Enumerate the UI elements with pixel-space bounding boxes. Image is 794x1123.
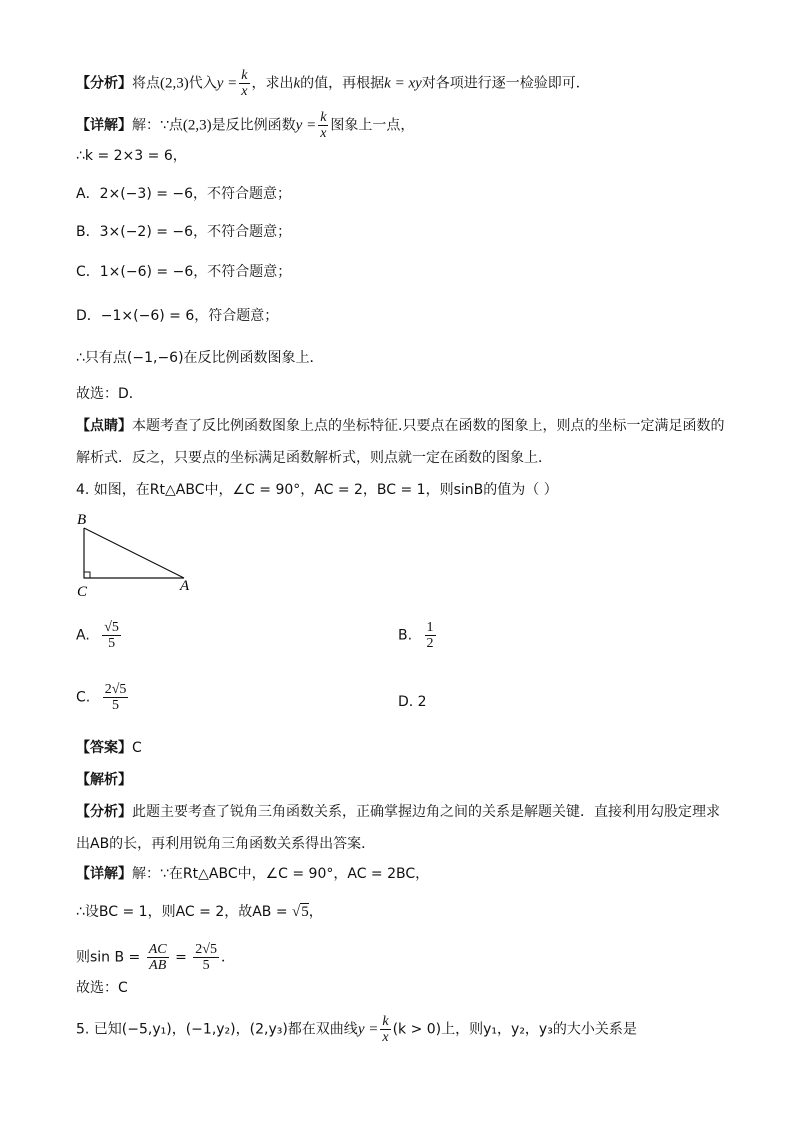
text: 是反比例函数 xyxy=(211,117,296,134)
analysis-tag: 【分析】 xyxy=(76,75,132,92)
math: (2,3) xyxy=(182,117,212,134)
denominator: 2 xyxy=(426,636,434,651)
numerator: k xyxy=(382,1014,389,1029)
option-c-check: C．1×(−6) = −6，不符合题意； xyxy=(76,264,292,280)
fraction xyxy=(193,942,219,973)
comment-line-1 xyxy=(76,416,724,436)
option-label: B. xyxy=(398,627,413,644)
answer-choice-line: 故选：D． xyxy=(76,386,143,402)
math: k xyxy=(293,75,301,92)
text: ， xyxy=(308,904,323,920)
fraction xyxy=(318,110,328,141)
right-angle-marker xyxy=(84,572,90,578)
comment-line-2: 解析式．反之，只要点的坐标满足函数解析式，则点就一定在函数的图象上． xyxy=(76,450,552,466)
text: 本题考查了反比例函数图象上点的坐标特征.只要点在函数的图象上，则点的坐标一定满足函数的 xyxy=(132,418,725,434)
denominator: 5 xyxy=(108,636,116,651)
detail-2-line-1 xyxy=(76,864,429,884)
answer-value: C xyxy=(132,740,142,756)
text: 则sin B = xyxy=(76,949,145,966)
sqrt-5: √5 xyxy=(292,904,309,920)
fraction xyxy=(147,942,169,973)
numerator: 2√5 xyxy=(195,942,217,957)
text: 将点 xyxy=(132,75,160,92)
label-a: A xyxy=(180,578,190,594)
denominator: 5 xyxy=(112,698,120,713)
label-b: B xyxy=(77,512,87,528)
option-b[interactable] xyxy=(398,620,438,651)
choose-c-line: 故选：C xyxy=(76,980,128,996)
text: 的值，再根据 xyxy=(300,75,385,92)
detail-2-line-3 xyxy=(76,942,235,973)
detail-tag: 【详解】 xyxy=(76,866,132,882)
math: k = xy xyxy=(384,75,422,92)
detail-2-line-2 xyxy=(76,902,323,922)
text: ． xyxy=(220,949,235,966)
analysis-tag: 【分析】 xyxy=(76,804,132,820)
fraction xyxy=(425,620,436,651)
numerator: k xyxy=(241,68,248,83)
numerator: √5 xyxy=(104,620,119,635)
k-value-line: ∴k = 2×3 = 6， xyxy=(76,148,187,164)
conclusion-line: ∴只有点(−1,−6)在反比例函数图象上． xyxy=(76,350,324,366)
answer-line xyxy=(76,738,142,758)
comment-tag: 【点睛】 xyxy=(76,418,132,434)
fraction xyxy=(380,1014,390,1045)
detail-line xyxy=(76,110,414,141)
option-b-check: B．3×(−2) = −6，不符合题意； xyxy=(76,224,292,240)
denominator: x xyxy=(320,126,327,141)
math: y = xyxy=(295,117,317,134)
math: y = xyxy=(216,75,238,92)
fraction xyxy=(102,620,121,651)
text: = xyxy=(170,949,192,966)
detail-tag: 【详解】 xyxy=(76,117,132,134)
label-c: C xyxy=(77,584,88,600)
explanation-tag: 【解析】 xyxy=(76,772,132,788)
option-c[interactable] xyxy=(76,682,130,713)
text: 此题主要考查了锐角三角函数关系，正确掌握边角之间的关系是解题关键．直接利用勾股定理求 xyxy=(132,804,720,820)
text: 解：∵在Rt△ABC中，∠C = 90°，AC = 2BC， xyxy=(132,866,430,882)
analysis-2-line-2: 出AB的长，再利用锐角三角函数关系得出答案． xyxy=(76,836,376,852)
fraction xyxy=(103,682,129,713)
text: (k > 0)上，则y₁，y₂，y₃的大小关系是 xyxy=(392,1021,637,1038)
answer-tag: 【答案】 xyxy=(76,740,132,756)
text: ∴设BC = 1，则AC = 2，故AB = xyxy=(76,904,293,920)
question-5 xyxy=(76,1014,637,1045)
text: 对各项进行逐一检验即可． xyxy=(421,75,590,92)
fraction xyxy=(239,68,249,99)
question-4: 4. 如图，在Rt△ABC中，∠C = 90°，AC = 2，BC = 1，则sinB的值为（ ） xyxy=(76,482,558,498)
denominator: x xyxy=(382,1030,389,1045)
analysis-2-line-1 xyxy=(76,802,720,822)
option-d-check: D．−1×(−6) = 6，符合题意； xyxy=(76,308,279,324)
option-d[interactable]: D. 2 xyxy=(398,694,427,710)
numerator: AC xyxy=(148,942,167,957)
numerator: 1 xyxy=(426,620,434,635)
numerator: 2√5 xyxy=(104,682,127,697)
analysis-line xyxy=(76,68,590,99)
text: 解：∵点 xyxy=(132,117,183,134)
denominator: x xyxy=(241,84,248,99)
text: 图象上一点， xyxy=(330,117,415,134)
option-label: A. xyxy=(76,627,90,644)
text: 5. 已知(−5,y₁)，(−1,y₂)，(2,y₃)都在双曲线 xyxy=(76,1021,358,1038)
option-a[interactable] xyxy=(76,620,123,651)
option-a-check: A．2×(−3) = −6，不符合题意； xyxy=(76,186,292,202)
text: 代入 xyxy=(188,75,217,92)
denominator: AB xyxy=(149,958,167,973)
option-label: C. xyxy=(76,689,91,706)
math: (2,3) xyxy=(160,75,189,92)
side-ab xyxy=(84,528,184,578)
text: ，求出 xyxy=(251,75,294,92)
radicand: 5 xyxy=(301,904,309,920)
triangle-figure xyxy=(72,508,202,600)
math: y = xyxy=(357,1021,379,1038)
denominator: 5 xyxy=(202,958,210,973)
numerator: k xyxy=(320,110,327,125)
